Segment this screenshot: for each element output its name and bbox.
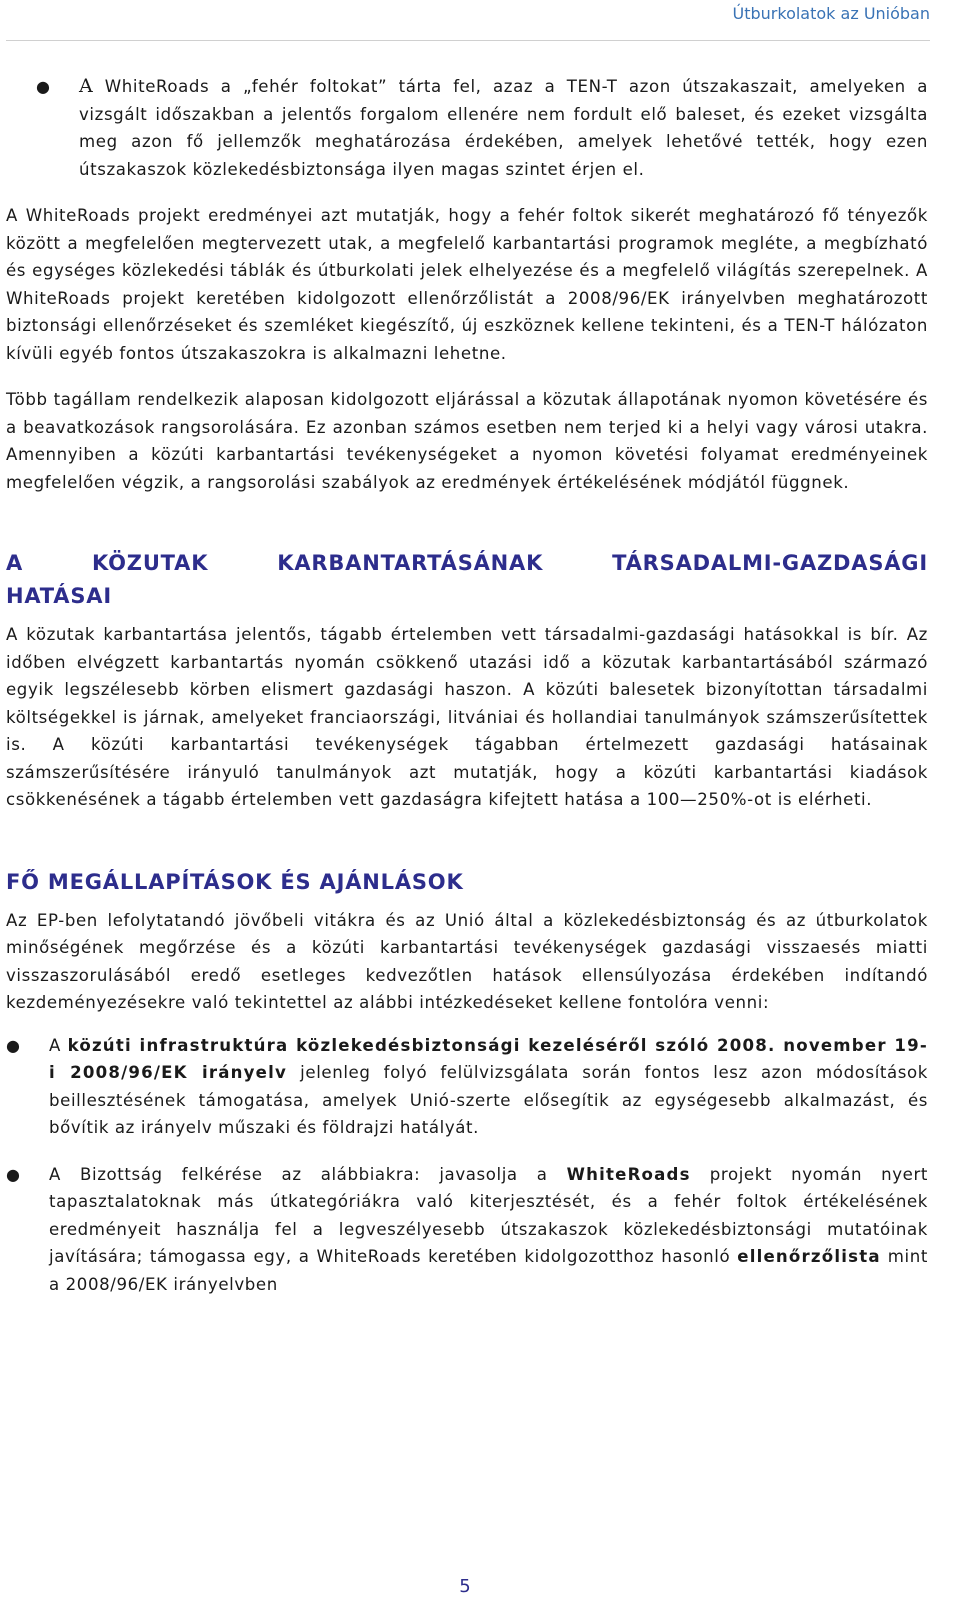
bullet-text: WhiteRoads a „fehér foltokat” tárta fel, azaz a TEN-T azon útszakaszait, amelyeken a vizsgált időszakban a jelentős forgalom ellenére nem fordult elő baleset, és ezeket vizsgálta meg azon fő jellemzők meghatározása érdekében, amelyek lehetővé tették, hogy ezen útszakaszok közlekedésbiztonsága ilyen magas szintet érjen el. — [79, 77, 928, 179]
bullet-icon: ● — [36, 77, 51, 96]
paragraph-findings-intro: Az EP-ben lefolytatandó jövőbeli vitákra és az Unió által a közlekedésbiztonság és az útburkolatok minőségének megőrzése és a közúti karbantartási tevékenységek gazdasági visszaesés miatti visszaszorulásából eredő esetleges kedvezőtlen hatások ellensúlyozása érdekében indítandó kezdeményezésekre való tekintettel az alábbi intézkedéseket kellene fontolóra venni: — [6, 910, 928, 1012]
running-header-title: Útburkolatok az Unióban — [732, 4, 930, 23]
heading-word: KARBANTARTÁSÁNAK — [277, 551, 544, 575]
bullet-text-post: mint a 2008/96/EK irányelvben — [49, 1247, 928, 1294]
heading-second-line: HATÁSAI — [6, 584, 112, 608]
bullet-text-bold: WhiteRoads — [566, 1164, 691, 1184]
page-content — [6, 73, 928, 1298]
list-item — [6, 73, 928, 183]
bullet-text-pre: A — [49, 1035, 68, 1055]
heading-word: TÁRSADALMI-GAZDASÁGI — [612, 551, 928, 575]
bullet-text-mid: projekt nyomán nyert tapasztalatoknak más útkategóriákra való kiterjesztését, és a fehér foltok értékelésének eredményeit használja fel a legveszélyesebb útszakaszok közlekedésbiztonsági mutatóinak javítására; támogassa egy, a WhiteRoads keretében kidolgozotthoz hasonló — [49, 1164, 928, 1266]
bullet-text-bold: ellenőrzőlista — [737, 1247, 881, 1266]
bullet-text-pre: A Bizottság felkérése az alábbiakra: javasolja a — [49, 1164, 567, 1184]
top-bullet-list — [6, 73, 928, 183]
list-item — [6, 1161, 928, 1299]
paragraph-whiteroads-results: A WhiteRoads projekt eredményei azt mutatják, hogy a fehér foltok sikerét meghatározó fő tényezők között a megfelelően megtervezett utak, a megfelelő karbantartási programok megléte, a megbízható és egységes közlekedési táblák és útburkolati jelek elhelyezése és a megfelelő világítás szerepelnek. A WhiteRoads projekt keretében kidolgozott ellenőrzőlistát a 2008/96/EK irányelvben meghatározott biztonsági ellenőrzéseket és szemléket kiegészítő, új eszköznek kellene tekinteni, és a TEN-T hálózaton kívüli egyéb fontos útszakaszokra is alkalmazni lehetne. — [6, 206, 928, 363]
heading-word: KÖZUTAK — [92, 551, 209, 575]
page-number: 5 — [459, 1576, 471, 1597]
bullet-text-post: jelenleg folyó felülvizsgálata során fontos lesz azon módosítások beillesztésének támogatása, amelyek Unió-szerte elősegítik az egységesebb alkalmazást, és bővítik az irányelv műszaki és földrajzi hatályát. — [49, 1063, 928, 1137]
heading-first-line — [6, 547, 928, 580]
header-rule — [6, 40, 930, 41]
section-heading-findings: FŐ MEGÁLLAPÍTÁSOK ÉS AJÁNLÁSOK — [6, 869, 464, 894]
bullet-icon: ● — [6, 1035, 21, 1055]
list-item — [6, 1032, 928, 1142]
heading-word: A — [6, 551, 24, 575]
paragraph-monitoring: Több tagállam rendelkezik alaposan kidolgozott eljárással a közutak állapotának nyomon követésére és a beavatkozások rangsorolására. Ez azonban számos esetben nem terjed ki a helyi vagy városi utakra. Amennyiben a közúti karbantartási tevékenységeket a nyomon követési folyamat eredményeinek megfelelően végzik, a rangsorolási szabályok az eredmények értékelésének módjától függnek. — [6, 390, 928, 492]
bullet-text-bold: közúti infrastruktúra közlekedésbiztonsági kezeléséről szóló 2008. november 19-i 2008/96/EK irányelv — [49, 1035, 929, 1082]
findings-bullet-list — [6, 1032, 928, 1299]
section-heading-impact — [6, 547, 928, 613]
first-letter: A — [79, 75, 94, 97]
bullet-icon: ● — [6, 1164, 21, 1184]
paragraph-impact: A közutak karbantartása jelentős, tágabb értelemben vett társadalmi-gazdasági hatásokkal is bír. Az időben elvégzett karbantartás nyomán csökkenő utazási idő a közutak karbantartásából származó egyik legszélesebb körben elismert gazdasági haszon. A közúti balesetek bizonyítottan társadalmi költségekkel is járnak, amelyeket franciaországi, litvániai és hollandiai tanulmányok számszerűsítettek is. A közúti karbantartási tevékenységek tágabban értelmezett gazdasági hatásainak számszerűsítésére irányuló tanulmányok azt mutatják, hogy a közúti karbantartási kiadások csökkenésének a tágabb értelemben vett gazdaságra kifejtett hatása a 100—250%-ot is elérheti. — [6, 625, 928, 809]
